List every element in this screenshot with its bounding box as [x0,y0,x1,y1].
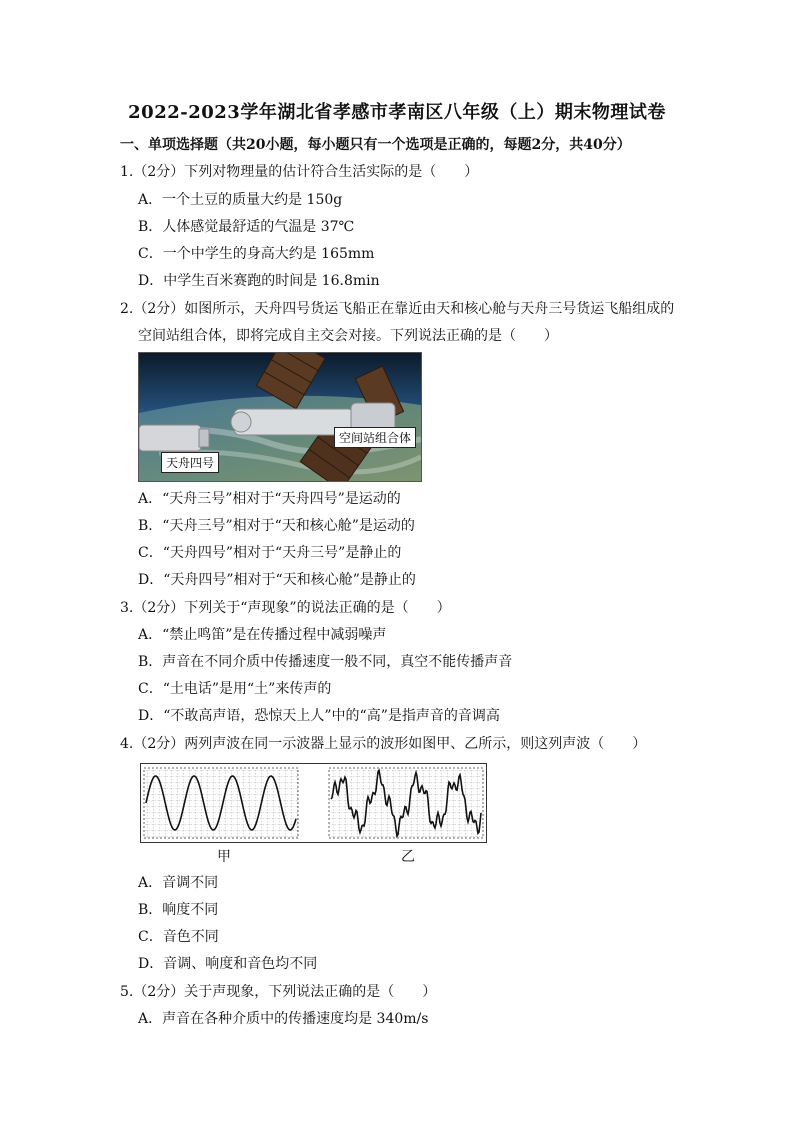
oscilloscope-waveforms [141,764,486,842]
question-3-option-c: C．“土电话”是用“土”来传声的 [138,681,332,697]
question-4-stem: 4.（2分）两列声波在同一示波器上显示的波形如图甲、乙所示，则这列声波（ ） [120,736,647,752]
question-3-stem: 3.（2分）下列关于“声现象”的说法正确的是（ ） [120,600,451,616]
space-station-label: 空间站组合体 [334,427,416,448]
question-2-stem-cont: 空间站组合体，即将完成自主交会对接。下列说法正确的是（ ） [138,328,558,344]
question-2-option-c: C．“天舟四号”相对于“天舟三号”是静止的 [138,545,402,561]
question-1-option-b: B．人体感觉最舒适的气温是 37℃ [138,219,355,235]
question-4-option-c: C．音色不同 [138,929,219,945]
tianzhou-4-label: 天舟四号 [161,452,219,473]
question-5-stem: 5.（2分）关于声现象，下列说法正确的是（ ） [120,984,437,1000]
question-2-option-b: B．“天舟三号”相对于“天和核心舱”是运动的 [138,518,415,534]
exam-title: 2022-2023学年湖北省孝感市孝南区八年级（上）期末物理试卷 [128,102,666,123]
question-3-option-a: A．“禁止鸣笛”是在传播过程中减弱噪声 [138,627,387,643]
waveform-b-label: 乙 [401,849,415,865]
question-1-option-c: C．一个中学生的身高大约是 165mm [138,246,375,262]
question-4-option-d: D．音调、响度和音色均不同 [138,956,318,972]
waveform-figure [140,763,487,843]
question-3-option-d: D．“不敢高声语，恐惊天上人”中的“高”是指声音的音调高 [138,708,500,724]
question-3-option-b: B．声音在不同介质中传播速度一般不同，真空不能传播声音 [138,654,513,670]
question-1-stem: 1.（2分）下列对物理量的估计符合生活实际的是（ ） [120,164,479,180]
question-1-option-d: D．中学生百米赛跑的时间是 16.8min [138,273,380,289]
question-4-option-b: B．响度不同 [138,902,219,918]
space-station-figure [138,352,422,482]
question-2-stem: 2.（2分）如图所示，天舟四号货运飞船正在靠近由天和核心舱与天舟三号货运飞船组成的 [120,301,675,317]
waveform-a-label: 甲 [217,849,231,865]
question-2-option-a: A．“天舟三号”相对于“天舟四号”是运动的 [138,491,401,507]
question-2-option-d: D．“天舟四号”相对于“天和核心舱”是静止的 [138,572,416,588]
question-4-option-a: A．音调不同 [138,875,219,891]
question-5-option-a: A．声音在各种介质中的传播速度均是 340m/s [138,1011,429,1027]
section-heading: 一、单项选择题（共20小题，每小题只有一个选项是正确的，每题2分，共40分） [120,137,631,153]
question-1-option-a: A．一个土豆的质量大约是 150g [138,192,343,208]
